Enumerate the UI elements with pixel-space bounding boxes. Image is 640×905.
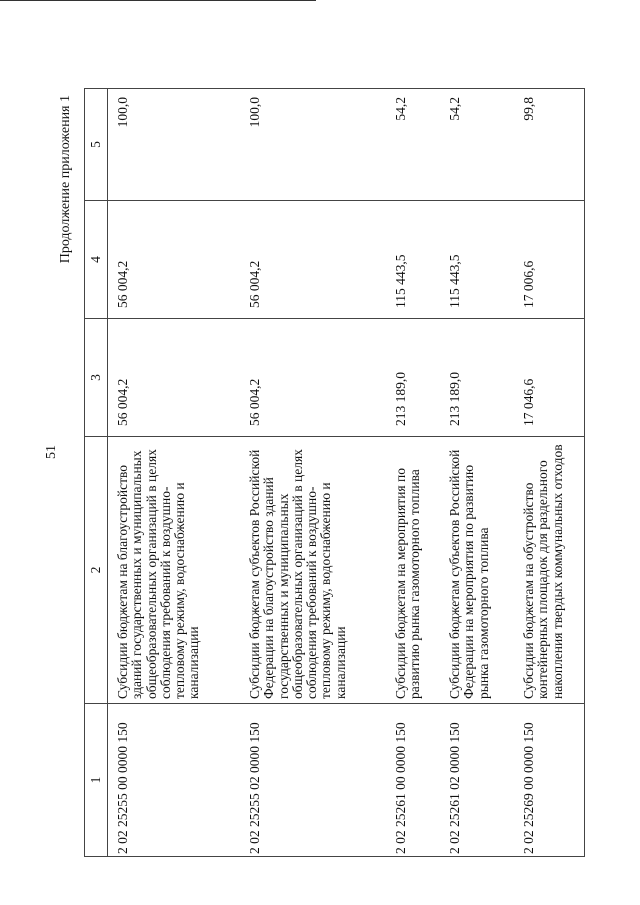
column-header-5: 5 bbox=[85, 89, 108, 201]
appendix-title: Продолжение приложения 1 bbox=[58, 95, 73, 264]
row-code: 2 02 25261 02 0000 150 bbox=[440, 704, 514, 857]
row-value-3: 56 004,2 bbox=[240, 319, 386, 437]
row-value-5: 54,2 bbox=[440, 89, 514, 201]
row-description: Субсидии бюджетам субъектов Российской Федерации на благоустройство зданий государственных и муниципальных общеобразовательных организаций в целях соблюдения требований к воздушно-тепловому режиму, водоснабжению и канализации bbox=[240, 437, 386, 704]
row-value-5: 54,2 bbox=[386, 89, 440, 201]
row-code: 2 02 25269 00 0000 150 bbox=[514, 704, 585, 857]
row-code: 2 02 25255 00 0000 150 bbox=[108, 704, 241, 857]
row-value-3: 213 189,0 bbox=[440, 319, 514, 437]
table-row bbox=[386, 89, 440, 857]
row-value-4: 56 004,2 bbox=[240, 201, 386, 319]
budget-table bbox=[84, 88, 585, 857]
row-description: Субсидии бюджетам на благоустройство зданий государственных и муниципальных общеобразовательных организаций в целях соблюдения требований к воздушно-тепловому режиму, водоснабжению и канализации bbox=[108, 437, 241, 704]
row-value-5: 100,0 bbox=[108, 89, 241, 201]
table-row bbox=[108, 89, 241, 857]
column-header-3: 3 bbox=[85, 319, 108, 437]
row-value-4: 17 006,6 bbox=[514, 201, 585, 319]
row-value-3: 17 046,6 bbox=[514, 319, 585, 437]
row-value-4: 115 443,5 bbox=[386, 201, 440, 319]
row-code: 2 02 25261 00 0000 150 bbox=[386, 704, 440, 857]
table-row bbox=[240, 89, 386, 857]
row-value-4: 56 004,2 bbox=[108, 201, 241, 319]
row-description: Субсидии бюджетам на обустройство контейнерных площадок для раздельного накопления твердых коммунальных отходов bbox=[514, 437, 585, 704]
column-header-4: 4 bbox=[85, 201, 108, 319]
row-value-3: 56 004,2 bbox=[108, 319, 241, 437]
table-header-row bbox=[85, 89, 108, 857]
row-value-4: 115 443,5 bbox=[440, 201, 514, 319]
row-description: Субсидии бюджетам субъектов Российской Федерации на мероприятия по развитию рынка газомоторного топлива bbox=[440, 437, 514, 704]
row-value-3: 213 189,0 bbox=[386, 319, 440, 437]
table-row bbox=[514, 89, 585, 857]
table-row bbox=[440, 89, 514, 857]
row-description: Субсидии бюджетам на мероприятия по развитию рынка газомоторного топлива bbox=[386, 437, 440, 704]
page-number: 51 bbox=[44, 445, 59, 459]
column-header-2: 2 bbox=[85, 437, 108, 704]
row-code: 2 02 25255 02 0000 150 bbox=[240, 704, 386, 857]
column-header-1: 1 bbox=[85, 704, 108, 857]
row-value-5: 99,8 bbox=[514, 89, 585, 201]
row-value-5: 100,0 bbox=[240, 89, 386, 201]
